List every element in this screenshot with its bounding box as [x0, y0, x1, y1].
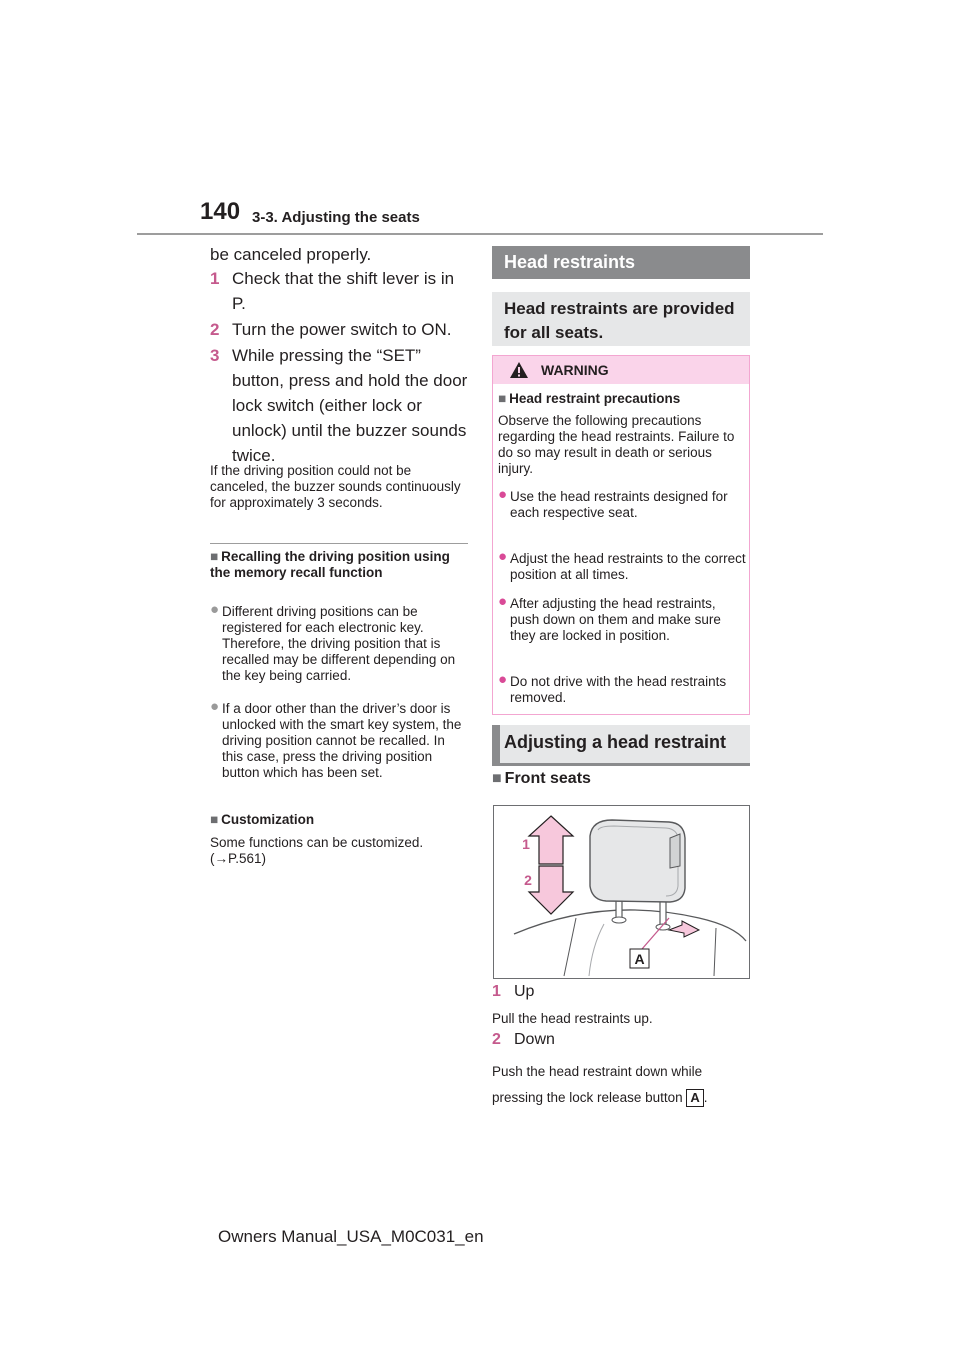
head-restraint-illustration: [494, 806, 749, 978]
item-up-desc: Pull the head restraints up.: [492, 1011, 653, 1026]
customization-heading-text: Customization: [221, 812, 315, 827]
bullet-text: If a door other than the driver’s door is unlocked with the smart key system, the driving position cannot be recalled. In this case, press the driving position button which has been set.: [222, 701, 462, 780]
step-number: 1: [210, 269, 220, 288]
step-1: [210, 266, 472, 316]
warning-heading-text: Head restraint precautions: [509, 391, 681, 406]
divider: [210, 543, 468, 544]
item-number: 2: [492, 1031, 501, 1048]
bullet-text: Different driving positions can be registered for each electronic key. Therefore, the driving position that is recalled may be different depending on the key being carried.: [222, 604, 456, 683]
warning-label: WARNING: [541, 362, 609, 378]
bullet-icon: ●: [210, 698, 220, 715]
head-restraints-subtitle: Head restraints are provided for all seats.: [504, 299, 735, 342]
adjusting-title: Adjusting a head restraint: [504, 732, 727, 752]
step-text: Check that the shift lever is in P.: [232, 269, 455, 313]
customization-line: Some functions can be customized.: [210, 835, 424, 850]
item-up: [492, 983, 534, 1001]
front-seats-heading: [492, 770, 591, 788]
warning-header: [493, 356, 749, 384]
item-down-desc-text: Push the head restraint down while pressing the lock release button: [492, 1064, 703, 1105]
item-down-desc: [492, 1059, 754, 1111]
item-title: Down: [514, 1031, 555, 1048]
item-title: Up: [514, 983, 535, 1000]
head-restraints-banner: [492, 246, 750, 279]
recall-heading-text: Recalling the driving position using the memory recall function: [210, 549, 450, 580]
customization-heading: [210, 812, 468, 828]
intro-text: be canceled properly.: [210, 245, 372, 264]
square-icon: ■: [210, 549, 219, 564]
square-icon: ■: [492, 770, 502, 787]
step-number: 3: [210, 346, 220, 365]
bullet-text: Adjust the head restraints to the correct position at all times.: [510, 551, 746, 582]
front-seats-text: Front seats: [504, 770, 591, 787]
adjusting-banner: [492, 725, 750, 763]
warning-intro: Observe the following precautions regarding the head restraints. Failure to do so may result in death or serious injury.: [498, 413, 735, 476]
customization-text: [210, 835, 468, 867]
section-title: 3-3. Adjusting the seats: [252, 209, 420, 226]
square-icon: ■: [210, 812, 219, 827]
warning-box: [492, 355, 750, 715]
warning-heading: [498, 391, 746, 407]
bullet-text: Use the head restraints designed for each respective seat.: [510, 489, 728, 520]
bullet-text: After adjusting the head restraints, push down on them and make sure they are locked in position.: [510, 596, 721, 643]
step-text: While pressing the “SET” button, press and hold the door lock switch (either lock or unlock) until the buzzer sounds twice.: [232, 346, 468, 465]
arrow-label-2: 2: [524, 872, 532, 888]
arrow-label-1: 1: [522, 836, 530, 852]
head-restraints-title: Head restraints: [504, 252, 636, 272]
footer-doc-id: Owners Manual_USA_M0C031_en: [218, 1227, 484, 1246]
step-text: Turn the power switch to ON.: [232, 320, 452, 339]
period: .: [703, 1090, 708, 1105]
callout-a-label: A: [634, 951, 645, 967]
item-down: [492, 1031, 555, 1049]
bullet-icon: ●: [498, 671, 508, 688]
cancel-note: If the driving position could not be canceled, the buzzer sounds continuously for approximately 3 seconds.: [210, 463, 461, 510]
page-number: 140: [200, 198, 241, 225]
head-restraint-figure: [493, 805, 750, 979]
bullet-icon: ●: [210, 601, 220, 618]
recall-heading: [210, 549, 462, 581]
bullet-icon: ●: [498, 548, 508, 565]
bullet-text: Do not drive with the head restraints removed.: [510, 674, 727, 705]
bullet-icon: ●: [498, 593, 508, 610]
square-icon: ■: [498, 391, 507, 406]
header-divider: [137, 233, 823, 235]
step-3: [210, 343, 472, 465]
page-reference-link[interactable]: (→P.561): [210, 851, 267, 866]
item-number: 1: [492, 983, 501, 1000]
step-2: [210, 317, 472, 342]
head-restraints-subbanner: [492, 292, 750, 346]
warning-triangle-icon: [509, 361, 529, 379]
callout-a-inline: A: [686, 1089, 703, 1107]
bullet-icon: ●: [498, 486, 508, 503]
step-number: 2: [210, 320, 220, 339]
